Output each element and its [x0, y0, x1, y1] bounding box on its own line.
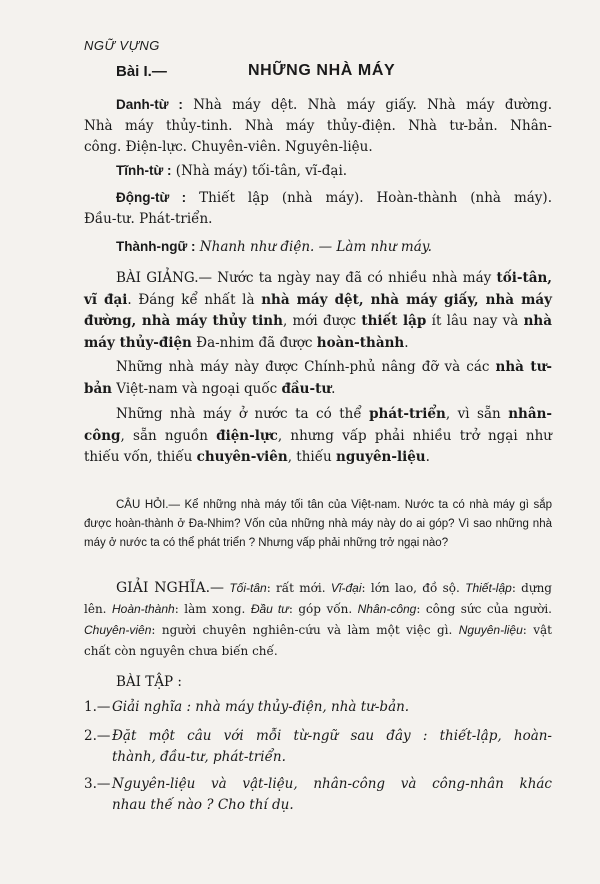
exercise-3	[84, 774, 552, 816]
glossary-term: Thiết-lập	[465, 581, 512, 595]
lesson-text: , nhưng vấp phải nhiều trở ngại như thiếu vốn, thiếu	[84, 427, 552, 465]
lesson-number: Bài I.—	[116, 63, 167, 80]
lesson-text: , vì sẵn	[445, 406, 509, 422]
vocab-verbs	[84, 187, 552, 230]
adjectives-text: (Nhà máy) tối-tân, vĩ-đại.	[171, 163, 348, 179]
lesson-text: Việt-nam và ngoại quốc	[112, 380, 282, 397]
exercise-text-cont: nhau thế nào ? Cho thí dụ.	[112, 797, 294, 813]
lesson-keyword: tối-tân, vĩ đại	[84, 270, 552, 308]
glossary-definition: : dựng lên.	[84, 581, 552, 616]
questions-label: CÂU HỎI.—	[116, 499, 180, 511]
lesson-text: Nước ta ngày nay đã có nhiều nhà máy	[212, 270, 497, 286]
lesson-keyword: nguyên-liệu	[336, 449, 426, 465]
lesson-text: , mới được	[282, 313, 362, 329]
glossary-term: Tối-tân	[229, 581, 267, 595]
lesson-paragraph-3	[84, 404, 552, 469]
exercise-text: Đặt một câu với mỗi từ-ngữ sau đây : thiết-lập, hoàn-	[112, 728, 552, 744]
lesson-text: .	[425, 449, 430, 465]
glossary-term: Nhân-công	[357, 602, 417, 616]
verbs-text-1: Thiết lập (nhà máy). Hoàn-thành (nhà máy).	[186, 190, 552, 206]
nouns-text-1: Nhà máy dệt. Nhà máy giấy. Nhà máy đường.	[182, 97, 553, 113]
lesson-keyword: nhà máy thủy-điện	[84, 313, 552, 351]
lesson-text: .	[331, 380, 336, 397]
lesson-text: , thiếu	[287, 449, 337, 465]
verbs-label: Động-từ :	[116, 190, 187, 205]
lesson-keyword: hoàn-thành	[316, 334, 405, 351]
exercise-text: Nguyên-liệu và vật-liệu, nhân-công và công-nhân khác	[112, 776, 552, 792]
glossary-term: Nguyên-liệu	[458, 623, 523, 637]
glossary-definition: : góp vốn.	[288, 602, 358, 616]
lesson-keyword: đầu-tư	[281, 380, 332, 397]
questions-section	[84, 496, 552, 553]
lesson-text: Những nhà máy ở nước ta có thể	[116, 406, 370, 422]
lesson-label: BÀI GIẢNG.—	[116, 270, 213, 286]
lesson-text: Những nhà máy này được Chính-phủ nâng đỡ và các	[116, 359, 496, 375]
lesson-keyword: nhà tư-bản	[84, 359, 553, 397]
lesson-text: ít lâu nay và	[426, 313, 524, 329]
nouns-text-2: Nhà máy thủy-tinh. Nhà máy thủy-điện. Nhà tư-bản. Nhân-	[84, 118, 552, 134]
lesson-keyword: nhân-công	[84, 406, 552, 444]
lesson-paragraph-2	[84, 357, 552, 400]
exercises-label: BÀI TẬP :	[116, 674, 182, 690]
exercise-1	[84, 697, 552, 718]
lesson-text: .	[404, 334, 409, 351]
lesson-paragraph-1	[84, 268, 552, 354]
exercise-number: 2.—	[84, 728, 111, 744]
idioms-text: Nhanh như điện. — Làm như máy.	[195, 239, 432, 255]
vocab-nouns	[84, 94, 552, 158]
glossary-term: Chuyên-viên	[84, 623, 152, 637]
glossary-term: Hoàn-thành	[111, 602, 175, 616]
exercise-text: Giải nghĩa : nhà máy thủy-điện, nhà tư-bản.	[112, 699, 410, 715]
glossary-definition: : vật chất còn nguyên chưa biến chế.	[84, 623, 552, 658]
running-head: NGỮ VỰNG	[84, 38, 160, 53]
nouns-text-3: công. Điện-lực. Chuyên-viên. Nguyên-liệu.	[84, 139, 373, 155]
glossary-section	[84, 578, 552, 662]
questions-text: Kể những nhà máy tối tân của Việt-nam. Nước ta có nhà máy gì sắp được hoàn-thành ở Đa-Nhim? Vốn của những nhà máy này do ai góp? Vì sao những nhà máy ở nước ta có thể phát triển ? Nhưng vấp phải những trở ngại nào?	[84, 499, 552, 549]
exercise-number: 3.—	[84, 776, 111, 792]
vocab-adjectives	[84, 160, 552, 182]
glossary-label: GIẢI NGHĨA.—	[116, 580, 225, 596]
glossary-definition: : làm xong.	[174, 602, 251, 616]
adjectives-label: Tĩnh-từ :	[116, 163, 172, 178]
glossary-term: Vĩ-đại	[330, 581, 362, 595]
lesson-keyword: phát-triển	[369, 406, 446, 422]
lesson-keyword: điện-lực	[216, 427, 278, 444]
glossary-term: Đầu tư	[250, 602, 289, 616]
lesson-keyword: chuyên-viên	[196, 449, 288, 465]
lesson-keyword: thiết lập	[361, 313, 427, 329]
glossary-definition: : rất mới.	[266, 581, 331, 595]
lesson-keyword: nhà máy dệt, nhà máy giấy, nhà máy đường, nhà máy thủy tinh	[84, 291, 552, 329]
vocab-idioms	[84, 236, 552, 258]
exercise-number: 1.—	[84, 699, 111, 715]
verbs-text-2: Đầu-tư. Phát-triển.	[84, 211, 213, 227]
glossary-definition: : người chuyên nghiên-cứu và làm một việc gì.	[151, 623, 459, 637]
lesson-text: , sẵn nguồn	[120, 427, 217, 444]
nouns-label: Danh-từ :	[116, 97, 183, 112]
exercise-2	[84, 726, 552, 768]
lesson-title: NHỮNG NHÀ MÁY	[248, 62, 396, 79]
exercise-text-cont: thành, đầu-tư, phát-triển.	[112, 749, 286, 765]
glossary-definition: : lớn lao, đồ sộ.	[361, 581, 466, 595]
glossary-definition: : công sức của người.	[416, 602, 552, 616]
lesson-text: . Đáng kể nhất là	[127, 291, 262, 308]
idioms-label: Thành-ngữ :	[116, 239, 196, 254]
lesson-text: Đa-nhim đã được	[191, 334, 317, 351]
